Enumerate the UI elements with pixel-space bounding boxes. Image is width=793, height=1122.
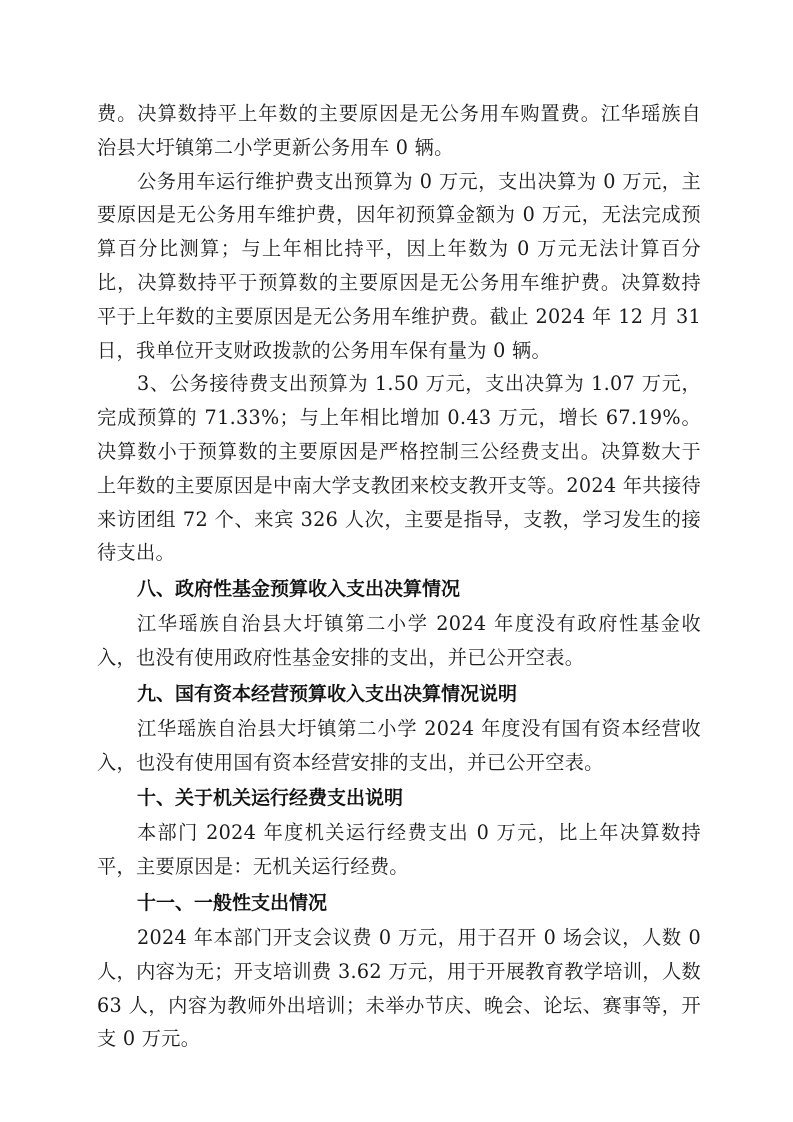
- heading-section-9: 九、国有资本经营预算收入支出决算情况说明: [137, 682, 518, 705]
- heading-section-10: 十、关于机关运行经费支出说明: [137, 787, 404, 810]
- paragraph-government-fund: 江华瑶族自治县大圩镇第二小学 2024 年度没有政府性基金收入，也没有使用政府性基金安排的支出，并已公开空表。: [97, 612, 701, 669]
- heading-section-11: 十一、一般性支出情况: [137, 891, 328, 914]
- paragraph-vehicle-purchase-continuation: 费。决算数持平上年数的主要原因是无公务用车购置费。江华瑶族自治县大圩镇第二小学更新公务用车 0 辆。: [97, 102, 701, 159]
- paragraph-operating-expense: 本部门 2024 年度机关运行经费支出 0 万元，比上年决算数持平，主要原因是：无机关运行经费。: [97, 821, 701, 879]
- paragraph-vehicle-maintenance: 公务用车运行维护费支出预算为 0 万元，支出决算为 0 万元，主要原因是无公务用车维护费，因年初预算金额为 0 万元，无法完成预算百分比测算；与上年相比持平，因上年数为 0 万元无法计算百分比，决算数持平于预算数的主要原因是无公务用车维护费。决算数持平于上年数的主要原因是无公务用车维护费。截止 2024 年 12 月 31 日，我单位开支财政拨款的公务用车保有量为 0 辆。: [97, 169, 701, 362]
- heading-section-8: 八、政府性基金预算收入支出决算情况: [137, 578, 461, 601]
- paragraph-general-expense: 2024 年本部门开支会议费 0 万元，用于召开 0 场会议，人数 0 人，内容为无；开支培训费 3.62 万元，用于开展教育教学培训，人数 63 人，内容为教师外出培训；未举办节庆、晚会、论坛、赛事等，开支 0 万元。: [97, 925, 701, 1051]
- paragraph-reception-expense: 3、公务接待费支出预算为 1.50 万元，支出决算为 1.07 万元，完成预算的 71.33%；与上年相比增加 0.43 万元，增长 67.19%。决算数小于预算数的主要原因是严格控制三公经费支出。决算数大于上年数的主要原因是中南大学支教团来校支教开支等。2024 年共接待来访团组 72 个、来宾 326 人次，主要是指导，支教，学习发生的接待支出。: [97, 372, 701, 565]
- document-body: [97, 97, 701, 1056]
- paragraph-state-capital: 江华瑶族自治县大圩镇第二小学 2024 年度没有国有资本经营收入，也没有使用国有资本经营安排的支出，并已公开空表。: [97, 716, 701, 774]
